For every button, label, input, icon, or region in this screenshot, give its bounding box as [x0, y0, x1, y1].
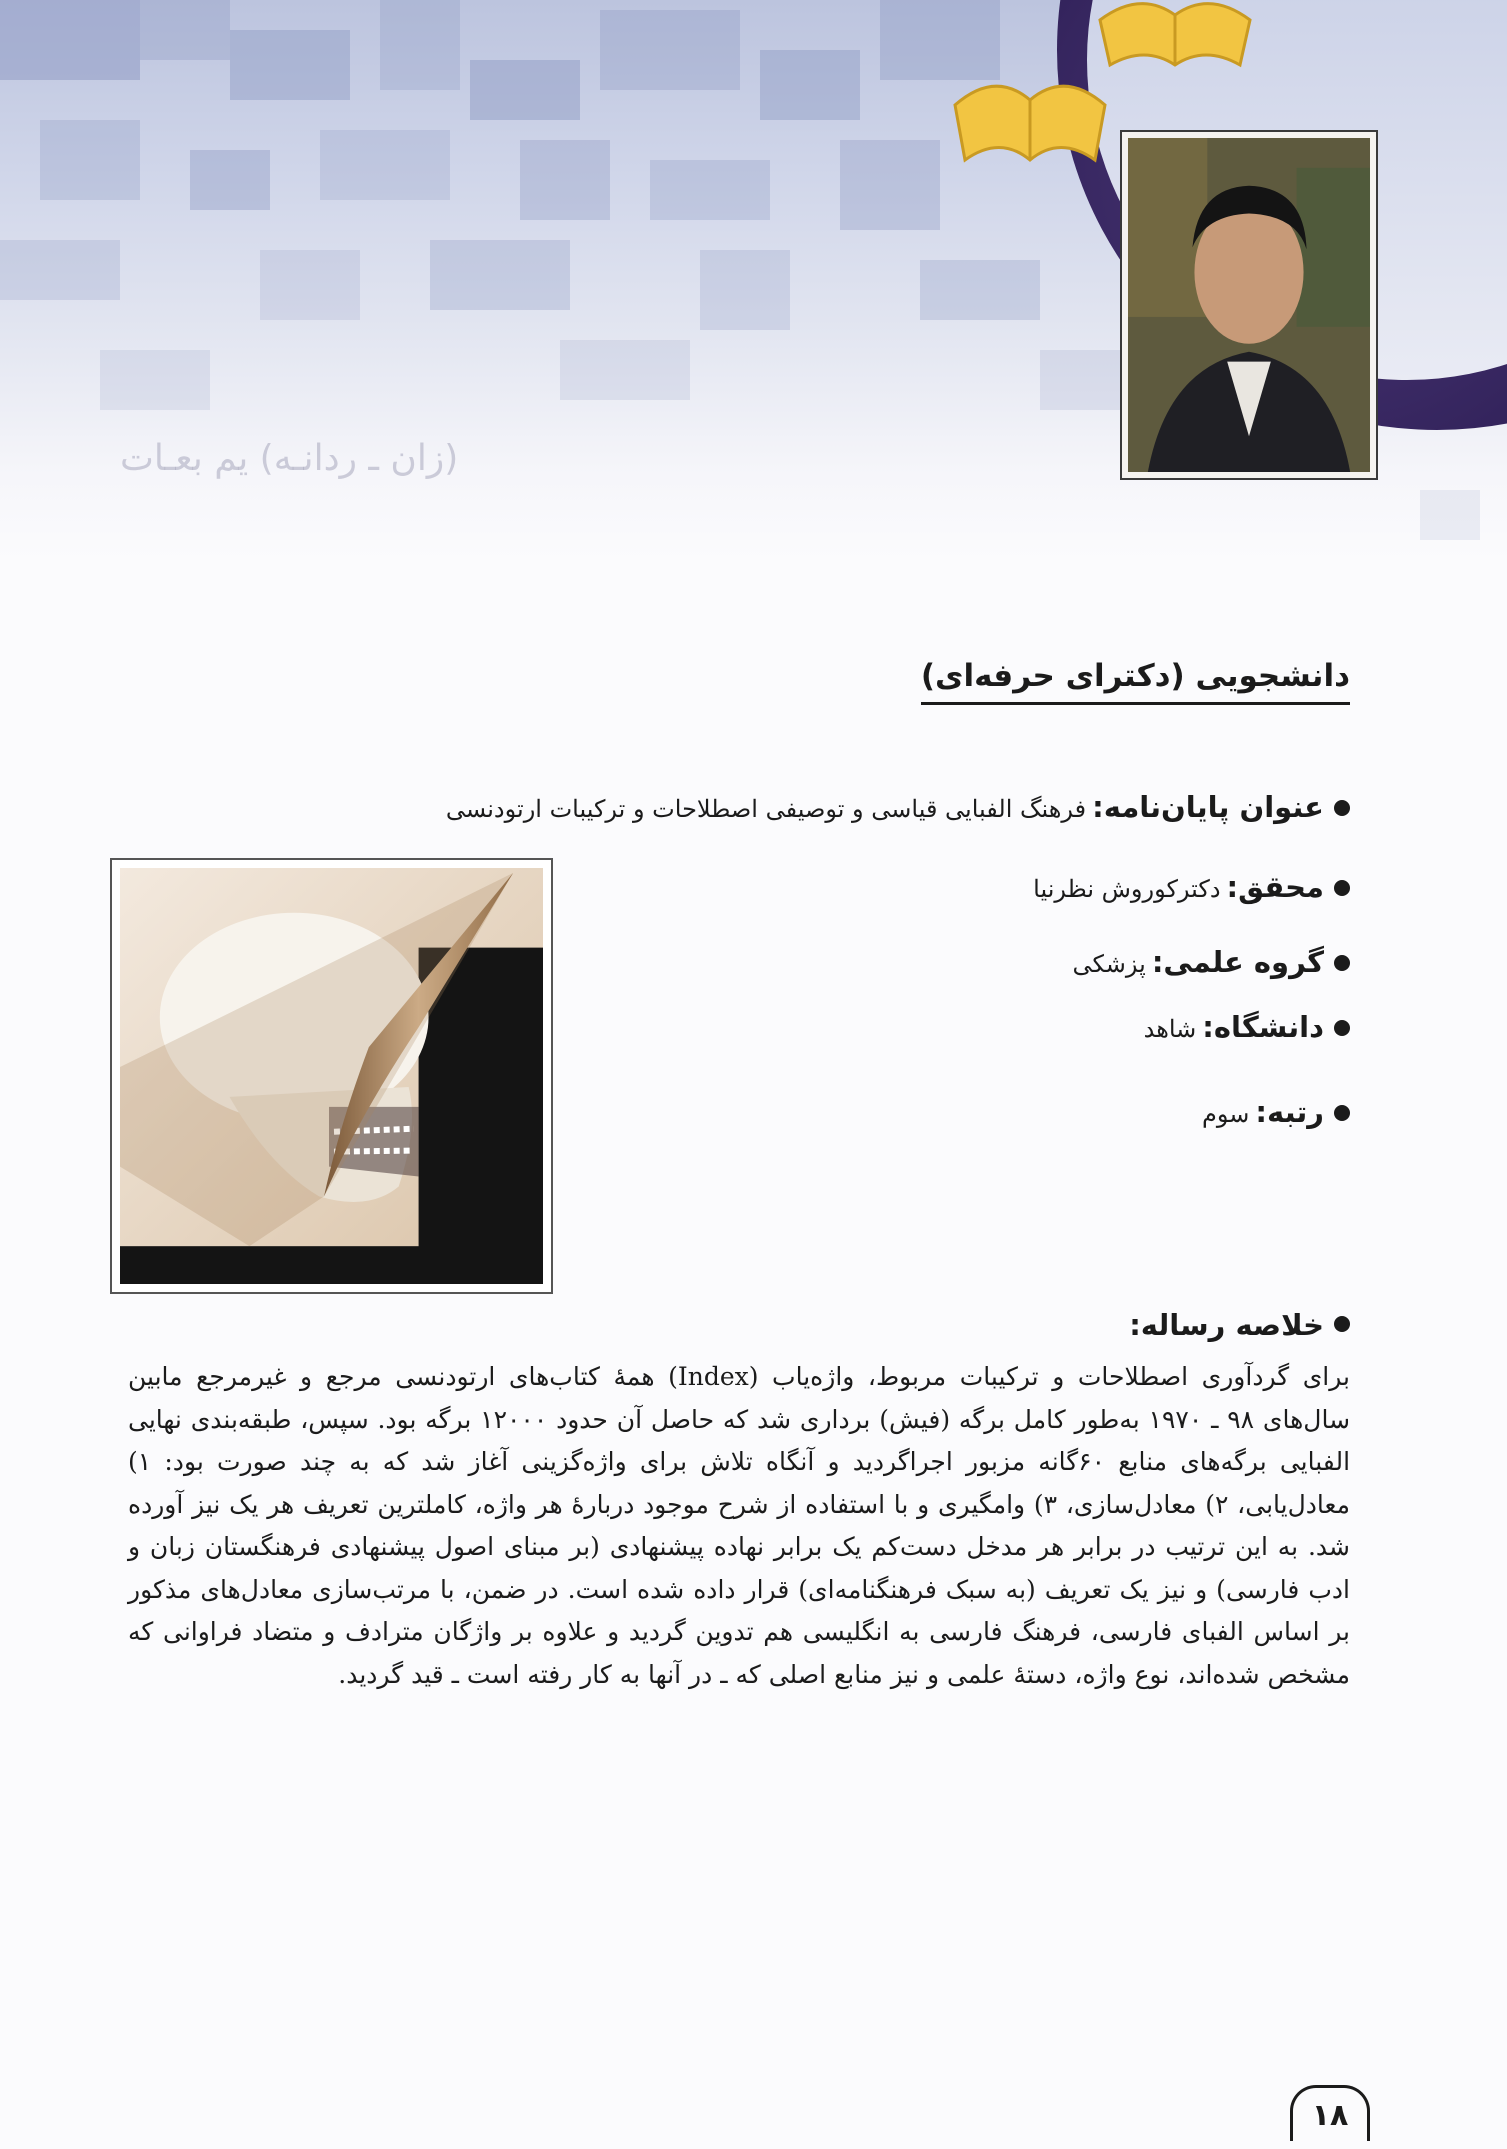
section-heading: دانشجویی (دکترای حرفه‌ای): [921, 658, 1350, 705]
mosaic-tile: [190, 150, 270, 210]
thesis-label: عنوان پایان‌نامه:: [1092, 790, 1324, 824]
bullet-dot: [1334, 1316, 1350, 1332]
open-book-icon: [1090, 0, 1260, 70]
mosaic-tile: [140, 0, 230, 60]
bullet-dot: [1334, 1105, 1350, 1121]
mosaic-tile: [700, 250, 790, 330]
mosaic-tile: [600, 10, 740, 90]
mosaic-tile: [0, 240, 120, 300]
mosaic-tile: [520, 140, 610, 220]
group-value: پزشکی: [1072, 950, 1146, 978]
university-value: شاهد: [1143, 1015, 1197, 1043]
info-group: [1073, 945, 1350, 979]
group-label: گروه علمی:: [1151, 945, 1324, 979]
rank-label: رتبه:: [1255, 1095, 1324, 1129]
page-number: ۱۸: [1290, 2085, 1370, 2141]
info-university: [1144, 1010, 1350, 1044]
bullet-dot: [1334, 955, 1350, 971]
mosaic-tile: [230, 30, 350, 100]
faint-header-text: (زان ـ ردانـه) یم بعـات: [120, 438, 459, 479]
mosaic-tile: [1420, 490, 1480, 540]
rank-value: سوم: [1202, 1100, 1250, 1128]
mosaic-tile: [560, 340, 690, 400]
info-rank: [1202, 1095, 1350, 1129]
bullet-dot: [1334, 1020, 1350, 1036]
mosaic-tile: [40, 120, 140, 200]
mosaic-tile: [260, 250, 360, 320]
mosaic-tile: [840, 140, 940, 230]
open-book-icon: [945, 60, 1115, 170]
researcher-portrait: [1120, 130, 1378, 480]
mosaic-tile: [470, 60, 580, 120]
thesis-value: فرهنگ الفبایی قیاسی و توصیفی اصطلاحات و ترکیبات ارتودنسی: [445, 795, 1087, 823]
mosaic-tile: [380, 0, 460, 90]
mosaic-tile: [430, 240, 570, 310]
researcher-value: دکترکوروش نظرنیا: [1033, 875, 1221, 903]
mosaic-tile: [760, 50, 860, 120]
info-researcher: [1033, 870, 1350, 904]
mosaic-tile: [100, 350, 210, 410]
bullet-dot: [1334, 880, 1350, 896]
mosaic-tile: [650, 160, 770, 220]
abstract-heading-label: خلاصه رساله:: [1129, 1308, 1324, 1342]
cephalometric-illustration: [110, 858, 553, 1294]
researcher-label: محقق:: [1226, 870, 1324, 904]
mosaic-tile: [0, 0, 140, 80]
bullet-dot: [1334, 800, 1350, 816]
university-label: دانشگاه:: [1202, 1010, 1324, 1044]
abstract-body: برای گردآوری اصطلاحات و ترکیبات مربوط، واژه‌یاب (Index) همهٔ کتاب‌های ارتودنسی مرجع و غیرمرجع مابین سال‌های ۹۸ ـ ۱۹۷۰ به‌طور کامل برگه (فیش) برداری شد که حاصل آن حدود ۱۲۰۰۰ برگه بود. سپس، طبقه‌بندی نهایی الفبایی برگه‌های منابع ۶۰گانه مزبور اجراگردید و آنگاه تلاش برای واژه‌گزینی آغاز شد که به چند صورت بود: ۱) معادل‌یابی، ۲) معادل‌سازی، ۳) وامگیری و با استفاده از شرح موجود دربارهٔ هر واژه، کاملترین تعریف هر یک نیز آورده شد. به این ترتیب در برابر هر مدخل دست‌کم یک برابر نهاده پیشنهادی (بر مبنای اصول پیشنهادی فرهنگستان زبان و ادب فارسی) و نیز یک تعریف (به سبک فرهنگنامه‌ای) قرار داده شده است. در ضمن، با مرتب‌سازی معادل‌های مذکور بر اساس الفبای فارسی، فرهنگ فارسی به انگلیسی هم تدوین گردید و علاوه بر واژگان مترادف و متضاد فراوانی که مشخص شده‌اند، نوع واژه، دستهٔ علمی و نیز منابع اصلی که ـ در آنها به کار رفته است ـ قید گردید.: [128, 1362, 1351, 1689]
mosaic-tile: [920, 260, 1040, 320]
abstract-heading: [1129, 1308, 1350, 1342]
info-thesis-title: [446, 790, 1350, 824]
mosaic-tile: [320, 130, 450, 200]
